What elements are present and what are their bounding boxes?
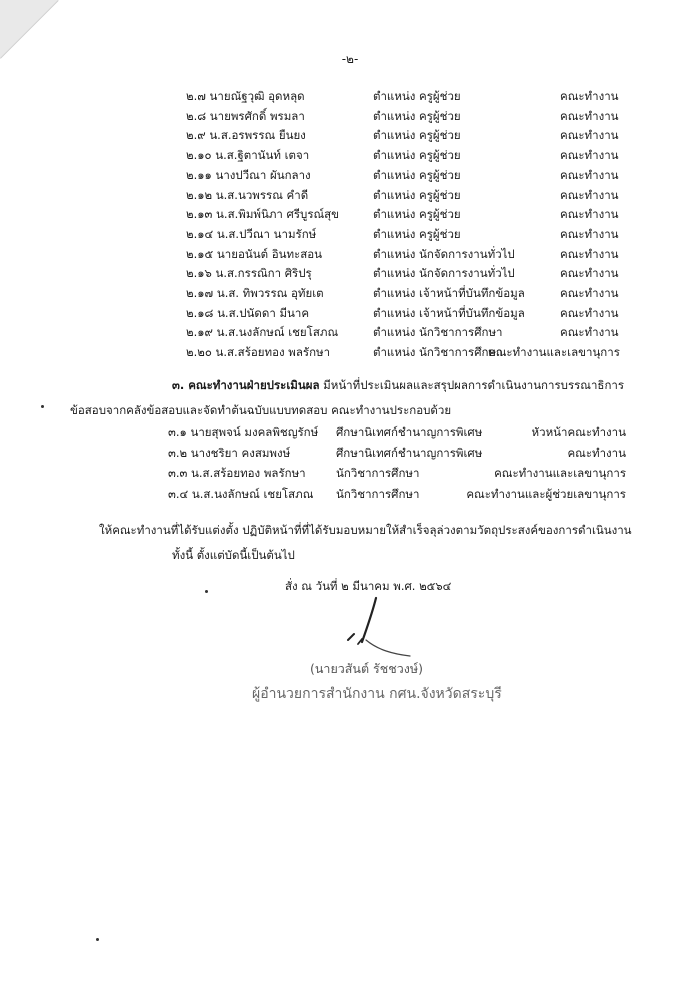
member-position: ตำแหน่ง เจ้าหน้าที่บันทึกข้อมูล — [373, 286, 525, 300]
speck-mark — [205, 590, 208, 593]
member-role: คณะทำงาน — [560, 207, 619, 222]
member-role: คณะทำงาน — [560, 89, 619, 103]
member-name: ๒.๑๖ น.ส.กรรณิกา ศิริปรุ — [186, 266, 312, 281]
member-role: คณะทำงาน — [560, 108, 619, 123]
member-position: ตำแหน่ง ครูผู้ช่วย — [373, 167, 461, 182]
section3-intro-line2: ข้อสอบจากคลังข้อสอบและจัดทำต้นฉบับแบบทดสอบ คณะทำงานประกอบด้วย — [70, 403, 452, 417]
closing-line1: ให้คณะทำงานที่ได้รับแต่งตั้ง ปฏิบัติหน้าที่ที่ได้รับมอบหมายให้สำเร็จลุล่วงตามวัตถุประสงค์ของการดำเนินงาน — [99, 523, 632, 537]
member-position: ตำแหน่ง นักจัดการงานทั่วไป — [373, 246, 515, 261]
section3-intro: มีหน้าที่ประเมินผลและสรุปผลการดำเนินงานการบรรณาธิการ — [323, 378, 625, 392]
signer-title: ผู้อำนวยการสำนักงาน กศน.จังหวัดสระบุรี — [252, 686, 502, 702]
member-name: ๒.๑๕ นายอนันต์ อินทะสอน — [186, 246, 323, 261]
closing-line2: ทั้งนี้ ตั้งแต่บัดนี้เป็นต้นไป — [172, 548, 295, 562]
member-role: คณะทำงาน — [560, 246, 619, 261]
section3-member-role: คณะทำงานและเลขานุการ — [494, 466, 626, 480]
member-position: ตำแหน่ง ครูผู้ช่วย — [373, 207, 461, 222]
page-number: -๒- — [341, 52, 359, 66]
member-name: ๒.๗ นายณัฐวุฒิ อุดหลุด — [186, 89, 305, 103]
signature-mark — [318, 590, 428, 670]
member-role: คณะทำงาน — [560, 148, 619, 163]
section3-heading: ๓. คณะทำงานฝ่ายประเมินผล — [172, 378, 320, 392]
section3-member-name: ๓.๒ นางชริยา คงสมพงษ์ — [168, 445, 291, 460]
signer-name: (นายวสันต์ รัชชวงษ์) — [310, 661, 423, 676]
member-position: ตำแหน่ง นักวิชาการศึกษา — [373, 325, 503, 340]
speck-mark — [41, 405, 44, 408]
section3-member-name: ๓.๑ นายสุพจน์ มงคลพิชญรักษ์ — [168, 425, 319, 439]
section3-member-position: นักวิชาการศึกษา — [336, 486, 420, 501]
member-position: ตำแหน่ง ครูผู้ช่วย — [373, 148, 461, 163]
member-role: คณะทำงาน — [560, 286, 619, 300]
section3-member-position: ศึกษานิเทศก์ชำนาญการพิเศษ — [336, 425, 483, 439]
member-role: คณะทำงาน — [560, 128, 619, 143]
member-name: ๒.๑๐ น.ส.ฐิตานันท์ เตจา — [186, 148, 310, 163]
member-name: ๒.๑๘ น.ส.ปนัดดา มีนาค — [186, 305, 310, 320]
section3-member-role: คณะทำงานและผู้ช่วยเลขานุการ — [466, 486, 626, 501]
member-role: คณะทำงาน — [560, 305, 619, 320]
order-date: สั่ง ณ วันที่ ๒ มีนาคม พ.ศ. ๒๕๖๔ — [285, 579, 452, 593]
member-role: คณะทำงานและเลขานุการ — [488, 345, 620, 360]
member-role: คณะทำงาน — [560, 167, 619, 182]
member-role: คณะทำงาน — [560, 266, 619, 281]
member-position: ตำแหน่ง ครูผู้ช่วย — [373, 187, 461, 202]
member-position: ตำแหน่ง ครูผู้ช่วย — [373, 128, 461, 143]
member-role: คณะทำงาน — [560, 187, 619, 202]
section3-member-role: หัวหน้าคณะทำงาน — [531, 425, 626, 439]
member-position: ตำแหน่ง นักวิชาการศึกษา — [373, 345, 503, 360]
member-position: ตำแหน่ง นักจัดการงานทั่วไป — [373, 266, 515, 281]
member-role: คณะทำงาน — [560, 325, 619, 340]
section3-member-role: คณะทำงาน — [567, 445, 626, 460]
member-role: คณะทำงาน — [560, 226, 619, 241]
section3-member-position: ศึกษานิเทศก์ชำนาญการพิเศษ — [336, 445, 483, 460]
section3-member-name: ๓.๓ น.ส.สร้อยทอง พลรักษา — [168, 466, 306, 480]
member-name: ๒.๑๒ น.ส.นวพรรณ คำดี — [186, 187, 309, 202]
section3-member-position: นักวิชาการศึกษา — [336, 466, 420, 480]
member-name: ๒.๑๔ น.ส.ปวีณา นามรักษ์ — [186, 226, 317, 241]
member-name: ๒.๘ นายพรศักดิ์ พรมลา — [186, 108, 305, 123]
section3-member-name: ๓.๔ น.ส.นงลักษณ์ เชยโสภณ — [168, 486, 314, 501]
member-name: ๒.๙ น.ส.อรพรรณ ยืนยง — [186, 128, 306, 143]
member-position: ตำแหน่ง ครูผู้ช่วย — [373, 108, 461, 123]
member-name: ๒.๑๑ นางปวีณา ผันกลาง — [186, 167, 311, 182]
member-name: ๒.๒๐ น.ส.สร้อยทอง พลรักษา — [186, 345, 331, 360]
speck-mark — [96, 938, 99, 941]
section3-heading-line — [172, 378, 624, 392]
member-position: ตำแหน่ง ครูผู้ช่วย — [373, 89, 461, 103]
member-position: ตำแหน่ง ครูผู้ช่วย — [373, 226, 461, 241]
member-name: ๒.๑๙ น.ส.นงลักษณ์ เชยโสภณ — [186, 325, 339, 340]
member-name: ๒.๑๗ น.ส. ทิพวรรณ อุทัยเต — [186, 286, 324, 300]
member-position: ตำแหน่ง เจ้าหน้าที่บันทึกข้อมูล — [373, 305, 525, 320]
member-name: ๒.๑๓ น.ส.พิมพ์นิภา ศรีบูรณ์สุข — [186, 207, 340, 222]
